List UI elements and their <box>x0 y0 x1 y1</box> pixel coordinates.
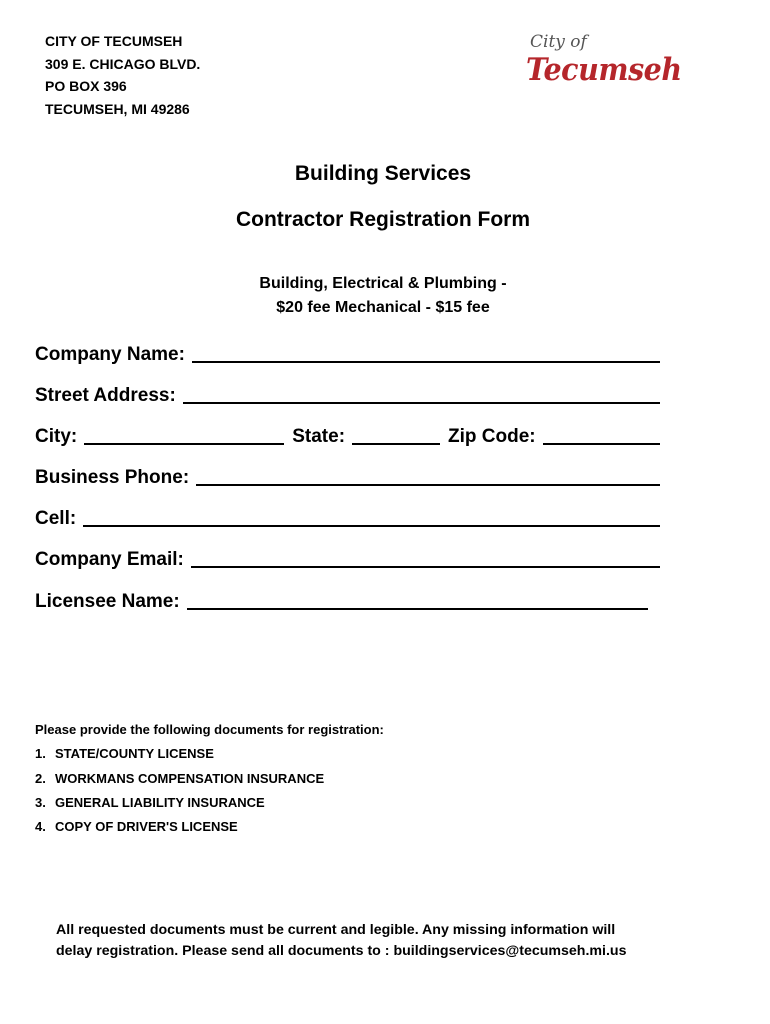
required-documents <box>35 718 384 839</box>
company-name-label: Company Name: <box>35 344 185 365</box>
address-line: PO BOX 396 <box>45 78 127 94</box>
fee-line: Building, Electrical & Plumbing - <box>259 275 507 292</box>
fee-info <box>0 272 766 320</box>
list-text: STATE/COUNTY LICENSE <box>55 746 214 762</box>
logo-tecumseh-text: Tecumseh <box>526 52 682 88</box>
address-line: 309 E. CHICAGO BLVD. <box>45 55 201 72</box>
list-number: 1. <box>35 746 46 762</box>
address-line: TECUMSEH, MI 49286 <box>45 100 190 117</box>
cell-field[interactable] <box>83 508 660 527</box>
licensee-name-row <box>35 587 648 613</box>
business-phone-field[interactable] <box>196 467 660 486</box>
form-title: Contractor Registration Form <box>235 208 531 231</box>
street-address-label: Street Address: <box>35 385 176 406</box>
street-address-row <box>35 381 660 407</box>
licensee-name-field[interactable] <box>187 591 648 610</box>
cell-row <box>35 504 660 530</box>
list-item <box>35 791 384 815</box>
list-item <box>35 815 384 839</box>
list-text: COPY OF DRIVER'S LICENSE <box>55 819 238 835</box>
list-item <box>35 742 384 766</box>
fee-line: $20 fee Mechanical - $15 fee <box>276 299 490 316</box>
city-label: City: <box>35 426 78 447</box>
business-phone-label: Business Phone: <box>35 467 190 488</box>
cell-label: Cell: <box>35 508 77 529</box>
logo-city-of-text: City of <box>530 32 587 52</box>
company-email-label: Company Email: <box>35 549 184 570</box>
list-number: 3. <box>35 794 46 810</box>
state-field[interactable] <box>352 426 440 445</box>
company-name-field[interactable] <box>192 344 660 363</box>
list-number: 4. <box>35 819 46 835</box>
footer-note <box>56 920 696 962</box>
licensee-name-label: Licensee Name: <box>35 591 180 612</box>
page-title: Building Services <box>294 162 472 185</box>
city-state-zip-row <box>35 422 660 448</box>
company-email-field[interactable] <box>191 549 660 568</box>
address-line: CITY OF TECUMSEH <box>45 33 183 49</box>
company-email-row <box>35 545 660 571</box>
footer-line: All requested documents must be current and legible. Any missing information will <box>56 922 616 938</box>
list-number: 2. <box>35 770 46 786</box>
list-text: WORKMANS COMPENSATION INSURANCE <box>55 770 325 786</box>
documents-intro: Please provide the following documents for registration: <box>35 722 384 737</box>
list-item <box>35 767 384 791</box>
zip-code-label: Zip Code: <box>448 426 536 447</box>
company-name-row <box>35 340 660 366</box>
business-phone-row <box>35 463 660 489</box>
list-text: GENERAL LIABILITY INSURANCE <box>55 794 265 810</box>
city-field[interactable] <box>84 426 284 445</box>
zip-code-field[interactable] <box>543 426 660 445</box>
street-address-field[interactable] <box>183 385 660 404</box>
state-label: State: <box>292 426 346 447</box>
footer-line: delay registration. Please send all documents to : buildingservices@tecumseh.mi.us <box>56 943 627 959</box>
city-address-block <box>45 30 200 120</box>
city-of-tecumseh-logo <box>524 28 694 100</box>
